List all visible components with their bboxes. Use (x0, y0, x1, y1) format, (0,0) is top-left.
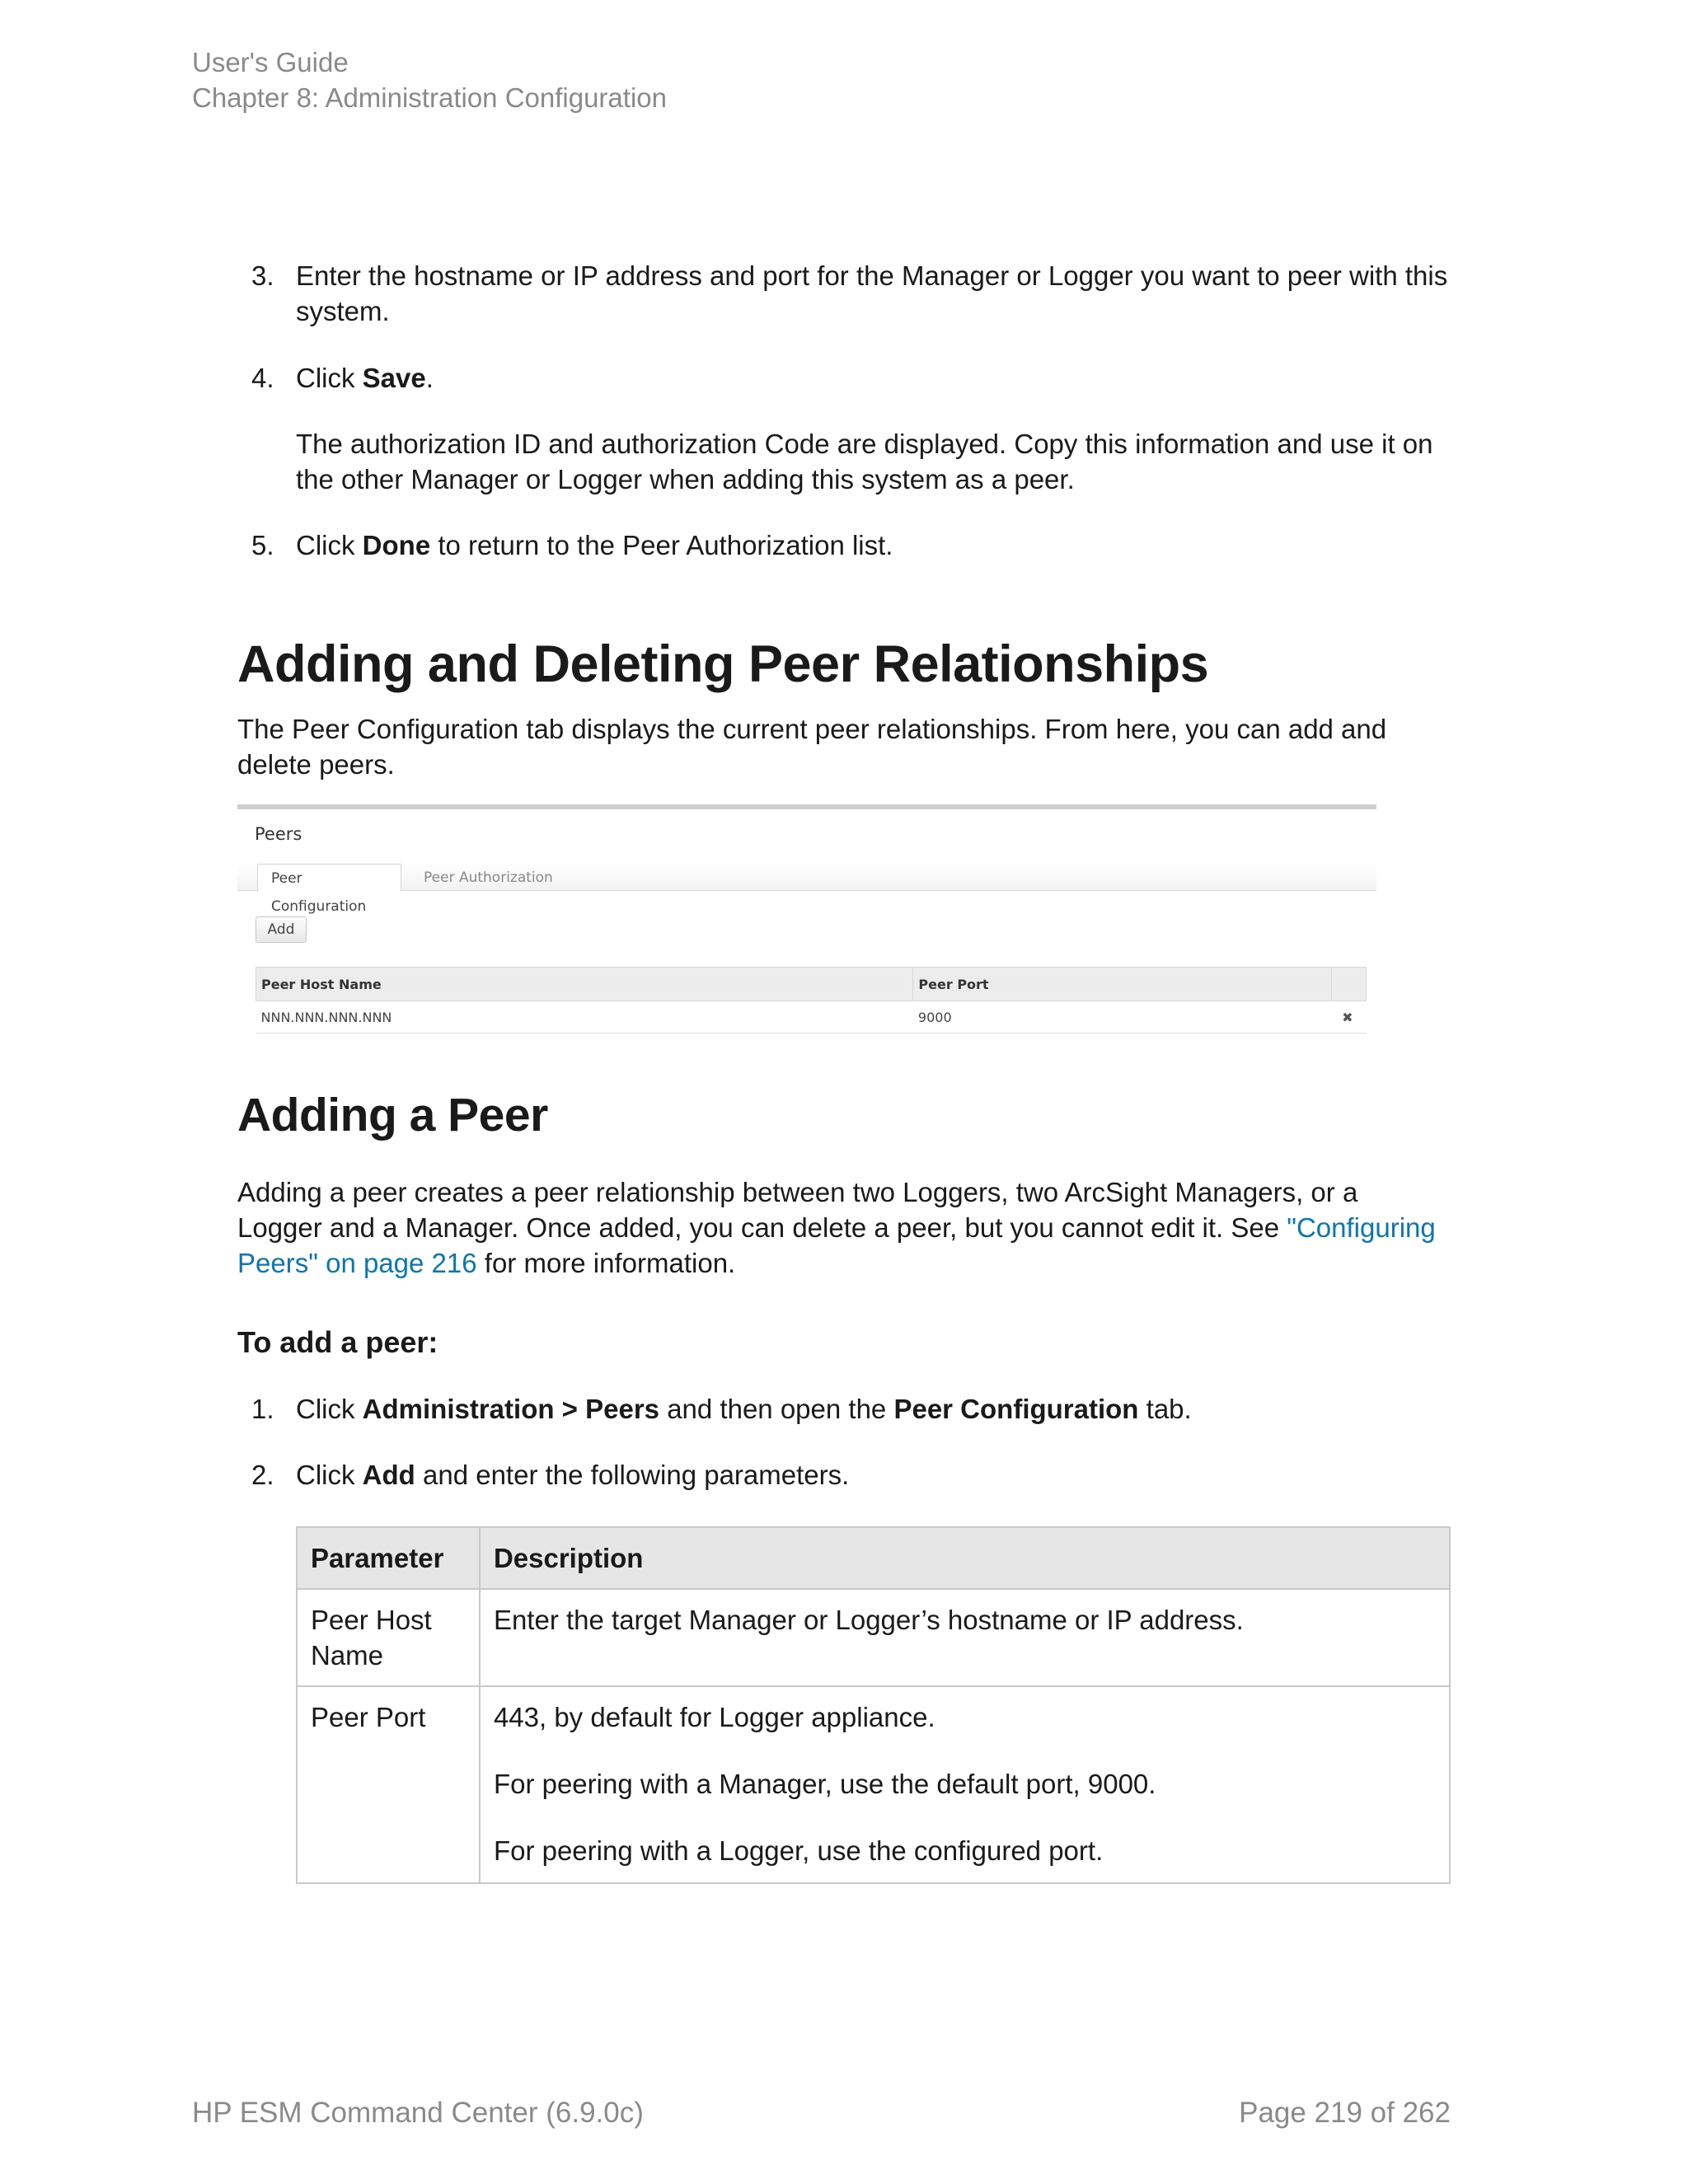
running-header-guide: User's Guide (192, 47, 349, 77)
column-header-host[interactable]: Peer Host Name (256, 968, 913, 1001)
step-text: Click Done to return to the Peer Authorization list. (296, 530, 893, 560)
column-header-actions (1332, 968, 1367, 1001)
step-text: Click Save. (296, 363, 434, 393)
peer-host-cell: NNN.NNN.NNN.NNN (256, 1001, 913, 1033)
tab-peer-authorization[interactable]: Peer Authorization (424, 869, 553, 886)
step-text: Click Add and enter the following parameters. (296, 1460, 850, 1490)
column-header-description: Description (480, 1527, 1450, 1589)
section-intro: The Peer Configuration tab displays the current peer relationships. From here, you can add and delete peers. (237, 714, 1387, 780)
footer-product: HP ESM Command Center (6.9.0c) (192, 2097, 644, 2129)
step-number: 1. (251, 1394, 274, 1424)
table-row[interactable] (256, 1001, 1367, 1033)
running-header-chapter: Chapter 8: Administration Configuration (192, 82, 667, 113)
procedure-heading: To add a peer: (237, 1325, 438, 1359)
step-text: Enter the hostname or IP address and port for the Manager or Logger you want to peer with this system. (296, 260, 1448, 326)
add-peer-button[interactable]: Add (256, 916, 307, 943)
step-text: Click Administration > Peers and then open the Peer Configuration tab. (296, 1394, 1192, 1424)
tab-bar (237, 864, 1376, 891)
peer-port-cell: 9000 (913, 1001, 1332, 1033)
footer-page-number: Page 219 of 262 (1239, 2097, 1451, 2129)
step-number: 5. (251, 530, 274, 560)
param-desc-cell: 443, by default for Logger appliance. For peering with a Manager, use the default port, 9000. For peering with a Logger, use the configured port. (480, 1686, 1450, 1883)
step-number: 2. (251, 1460, 274, 1490)
column-header-port[interactable]: Peer Port (913, 968, 1332, 1001)
param-desc-cell: Enter the target Manager or Logger’s hostname or IP address. (480, 1589, 1450, 1686)
step-number: 4. (251, 363, 274, 393)
save-label: Save (362, 363, 426, 393)
parameter-table (296, 1526, 1451, 1884)
peers-screenshot (237, 804, 1376, 1040)
param-name-cell: Peer Port (297, 1686, 480, 1883)
peers-table (256, 967, 1367, 1033)
section-heading-peer-relationships: Adding and Deleting Peer Relationships (237, 635, 1209, 693)
section-heading-adding-peer: Adding a Peer (237, 1089, 548, 1141)
step-note: The authorization ID and authorization Code are displayed. Copy this information and use it on the other Manager or Logger when adding this system as a peer. (296, 429, 1433, 494)
param-name-cell: Peer Host Name (297, 1589, 480, 1686)
configuring-peers-link[interactable]: "Configuring Peers" on page 216 (237, 1212, 1436, 1278)
delete-icon[interactable]: ✖ (1332, 1001, 1367, 1033)
section-paragraph: Adding a peer creates a peer relationship between two Loggers, two ArcSight Managers, or a Logger and a Manager. Once added, you can delete a peer, but you cannot edit it. See "Configuring Peers" on page 216 for more information. (237, 1177, 1436, 1278)
table-row (297, 1686, 1450, 1883)
done-label: Done (362, 530, 431, 560)
column-header-parameter: Parameter (297, 1527, 480, 1589)
table-row (297, 1589, 1450, 1686)
peers-title: Peers (255, 824, 302, 844)
step-number: 3. (251, 260, 274, 291)
tab-peer-configuration[interactable]: Peer Configuration (257, 864, 401, 892)
